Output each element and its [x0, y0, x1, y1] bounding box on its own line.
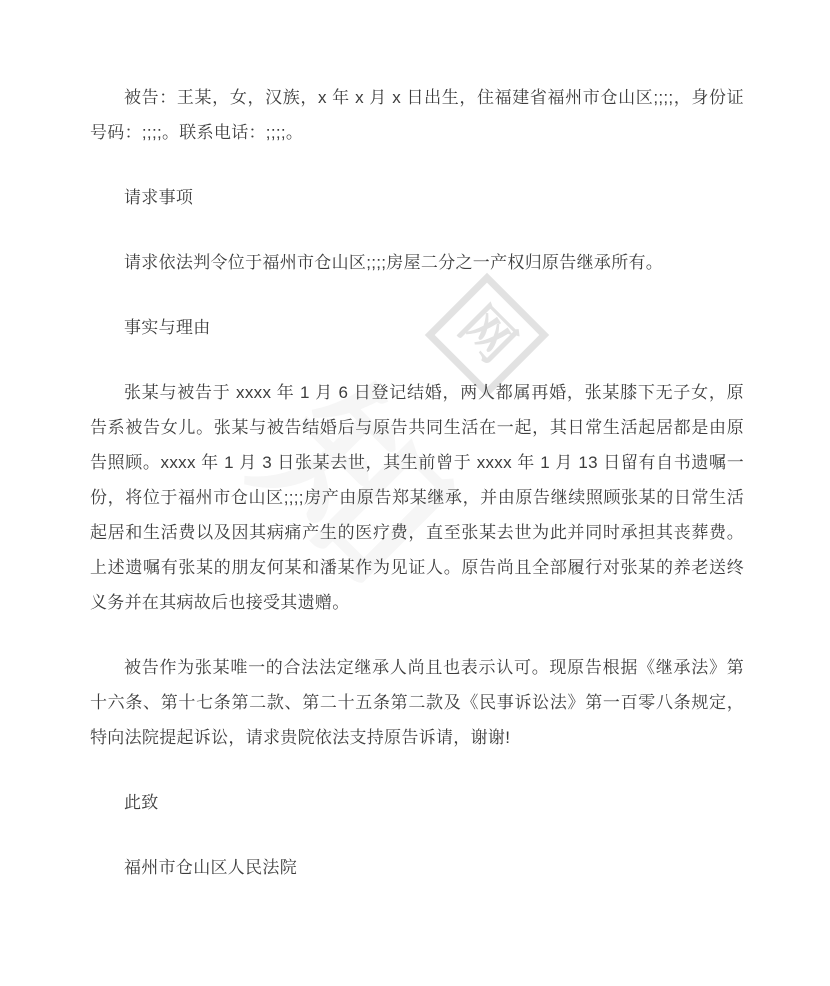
facts-section-heading: 事实与理由	[124, 318, 211, 337]
claims-section-heading: 请求事项	[124, 188, 194, 207]
facts-paragraph-1: 张某与被告于 xxxx 年 1 月 6 日登记结婚，两人都属再婚，张某膝下无子女，原告系被告女儿。张某与被告结婚后与原告共同生活在一起，其日常生活起居都是由原告照顾。xxxx 年 1 月 3 日张某去世，其生前曾于 xxxx 年 1 月 13 日留有自书遗嘱一份，将位于福州市仓山区;;;;房产由原告郑某继承，并由原告继续照顾张某的日常生活起居和生活费以及因其病痛产生的医疗费，直至张某去世为此并同时承担其丧葬费。上述遗嘱有张某的朋友何某和潘某作为见证人。原告尚且全部履行对张某的养老送终义务并在其病故后也接受其遗赠。	[90, 383, 744, 612]
facts-paragraph-2: 被告作为张某唯一的合法法定继承人尚且也表示认可。现原告根据《继承法》第十六条、第十七条第二款、第二十五条第二款及《民事诉讼法》第一百零八条规定，特向法院提起诉讼，请求贵院依法支持原告诉请，谢谢!	[90, 658, 744, 747]
court-name: 福州市仓山区人民法院	[124, 858, 297, 877]
closing-salutation: 此致	[124, 793, 159, 812]
claim-request-paragraph: 请求依法判令位于福州市仓山区;;;;房屋二分之一产权归原告继承所有。	[124, 253, 664, 272]
defendant-info-paragraph: 被告：王某，女，汉族，x 年 x 月 x 日出生，住福建省福州市仓山区;;;;，身份证号码：;;;;。联系电话：;;;;。	[90, 88, 744, 142]
watermark-logo-character: 网	[448, 296, 526, 374]
